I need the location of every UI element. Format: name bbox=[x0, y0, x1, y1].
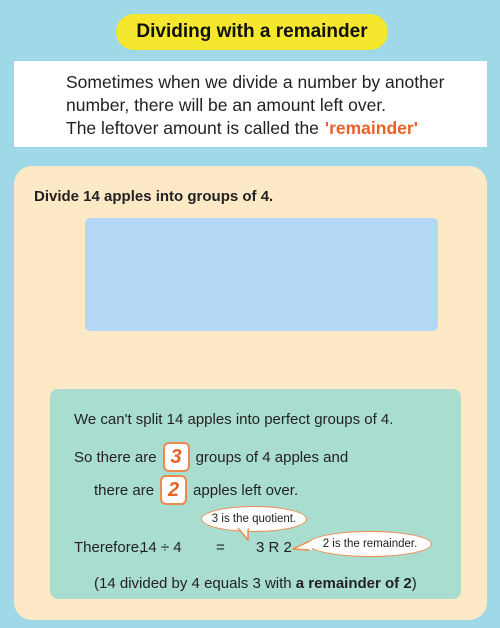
problem-prompt: Divide 14 apples into groups of 4. bbox=[34, 188, 274, 205]
main-panel bbox=[14, 166, 487, 620]
line3-pre: there are bbox=[94, 481, 155, 499]
remainder-highlight: 'remainder' bbox=[324, 118, 418, 138]
equals-sign: = bbox=[216, 539, 225, 556]
explanation-box bbox=[50, 389, 461, 599]
apples-image-area bbox=[85, 218, 438, 331]
intro-line-2: number, there will be an amount left over. bbox=[66, 95, 387, 115]
explanation-line-1: We can't split 14 apples into perfect groups of 4. bbox=[74, 411, 394, 428]
line2-pre: So there are bbox=[74, 448, 157, 466]
line2-post: groups of 4 apples and bbox=[195, 448, 349, 466]
therefore-label: Therefore, bbox=[74, 539, 144, 556]
quotient-box: 3 bbox=[163, 442, 190, 472]
summary-line bbox=[94, 575, 417, 592]
intro-line-1: Sometimes when we divide a number by another bbox=[66, 72, 445, 92]
remainder-box: 2 bbox=[160, 475, 187, 505]
summary-pre: (14 divided by 4 equals 3 with bbox=[94, 575, 292, 592]
remainder-callout-tail bbox=[292, 539, 312, 553]
intro-line-3 bbox=[66, 118, 418, 139]
intro-line-3-text: The leftover amount is called the bbox=[66, 118, 319, 138]
line3-post: apples left over. bbox=[193, 481, 299, 499]
intro-box bbox=[14, 61, 487, 147]
page-title: Dividing with a remainder bbox=[116, 14, 388, 50]
summary-post: ) bbox=[411, 575, 417, 592]
summary-bold: a remainder of 2 bbox=[295, 575, 412, 592]
explanation-line-2 bbox=[74, 442, 348, 472]
explanation-line-3 bbox=[94, 475, 298, 505]
equation-line bbox=[74, 539, 292, 556]
division-result: 3 R 2 bbox=[256, 539, 292, 556]
quotient-callout: 3 is the quotient. bbox=[201, 506, 307, 532]
remainder-callout: 2 is the remainder. bbox=[308, 531, 432, 557]
division-expression: 14 ÷ 4 bbox=[140, 539, 182, 556]
